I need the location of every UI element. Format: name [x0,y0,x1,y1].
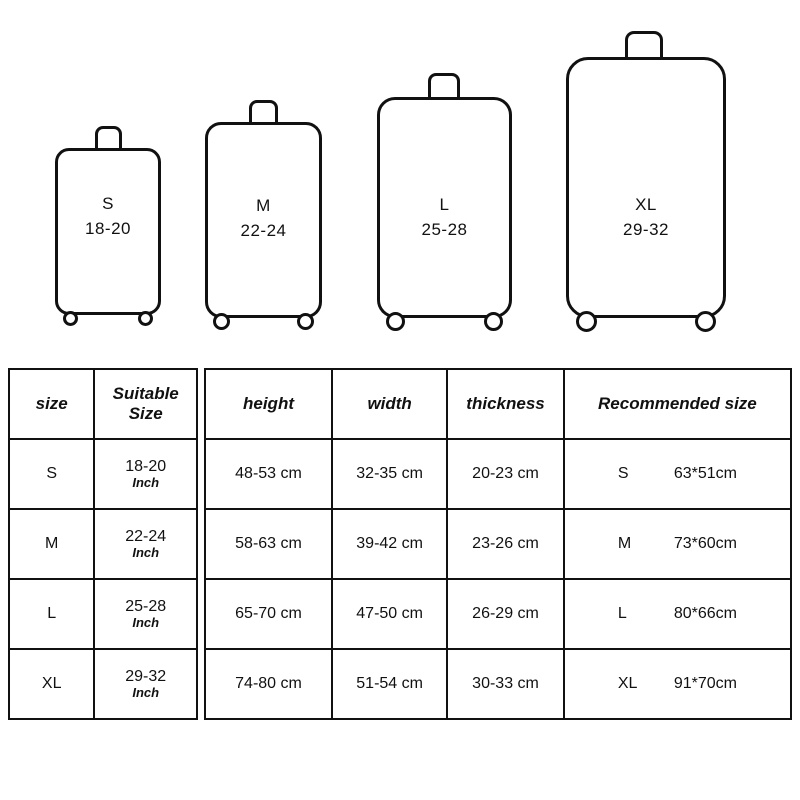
recommended-cell [564,649,791,719]
recommended-letter: L [617,605,627,622]
luggage-case-s-labels [55,192,161,241]
suitable-unit: Inch [132,685,160,700]
wheel-icon [695,311,716,332]
recommended-value: 80*66cm [673,605,737,622]
wheel-icon [213,313,230,330]
table-row [9,439,197,509]
table-row [205,439,791,509]
width-cell: 32-35 cm [332,439,447,509]
suitable-size-cell [94,509,197,579]
wheel-icon [63,311,78,326]
luggage-case-m-labels [205,194,322,243]
wheel-icon [576,311,597,332]
suitable-size-cell [94,439,197,509]
header-recommended-size: Recommended size [564,369,791,439]
luggage-handle-icon [249,100,278,124]
wheel-icon [484,312,503,331]
luggage-case-s [55,148,161,315]
width-cell: 47-50 cm [332,579,447,649]
table-header-row [9,369,197,439]
suitable-size-cell [94,649,197,719]
thickness-cell: 23-26 cm [447,509,564,579]
luggage-case-l-labels [377,193,512,242]
recommended-letter: M [617,535,632,552]
table-row [205,509,791,579]
luggage-handle-icon [625,31,663,59]
recommended-value: 91*70cm [673,675,737,692]
height-cell: 74-80 cm [205,649,332,719]
table-row [205,579,791,649]
recommended-cell [564,579,791,649]
height-cell: 48-53 cm [205,439,332,509]
header-suitable-size: Suitable Size [94,369,197,439]
luggage-case-xl [566,57,726,318]
luggage-illustration-row [0,0,800,355]
luggage-case-xl-inches: 29-32 [623,219,669,239]
suitable-size-cell [94,579,197,649]
luggage-case-m-letter: M [256,196,271,215]
table-row [205,649,791,719]
width-cell: 39-42 cm [332,509,447,579]
table-row [9,509,197,579]
suitable-unit: Inch [132,545,160,560]
wheel-icon [386,312,405,331]
luggage-handle-icon [428,73,460,99]
luggage-case-s-inches: 18-20 [85,218,131,238]
width-cell: 51-54 cm [332,649,447,719]
table-row [9,649,197,719]
recommended-letter: XL [617,675,638,692]
luggage-case-m-inches: 22-24 [240,220,287,240]
luggage-body [566,57,726,318]
recommended-cell [564,509,791,579]
recommended-value: 63*51cm [673,465,737,482]
header-height: height [205,369,332,439]
luggage-case-s-letter: S [102,194,114,213]
thickness-cell: 20-23 cm [447,439,564,509]
suitable-range: 25-28 [125,598,167,615]
thickness-cell: 26-29 cm [447,579,564,649]
luggage-case-l-inches: 25-28 [421,219,468,239]
recommended-cell [564,439,791,509]
dimension-table [204,368,792,720]
suitable-range: 22-24 [125,528,167,545]
size-cell: M [9,509,94,579]
header-width: width [332,369,447,439]
size-cell: S [9,439,94,509]
luggage-case-l-letter: L [439,195,450,214]
wheel-icon [297,313,314,330]
table-header-row [205,369,791,439]
suitable-unit: Inch [132,475,160,490]
luggage-case-xl-letter: XL [635,195,657,214]
luggage-case-xl-labels [566,193,726,242]
thickness-cell: 30-33 cm [447,649,564,719]
height-cell: 65-70 cm [205,579,332,649]
table-row [9,579,197,649]
size-cell: XL [9,649,94,719]
luggage-case-m [205,122,322,318]
suitable-range: 18-20 [125,458,167,475]
header-size: size [9,369,94,439]
size-table [8,368,198,720]
header-thickness: thickness [447,369,564,439]
luggage-handle-icon [95,126,122,150]
size-cell: L [9,579,94,649]
luggage-case-l [377,97,512,318]
height-cell: 58-63 cm [205,509,332,579]
recommended-letter: S [617,465,629,482]
suitable-range: 29-32 [125,668,167,685]
recommended-value: 73*60cm [673,535,737,552]
wheel-icon [138,311,153,326]
suitable-unit: Inch [132,615,160,630]
